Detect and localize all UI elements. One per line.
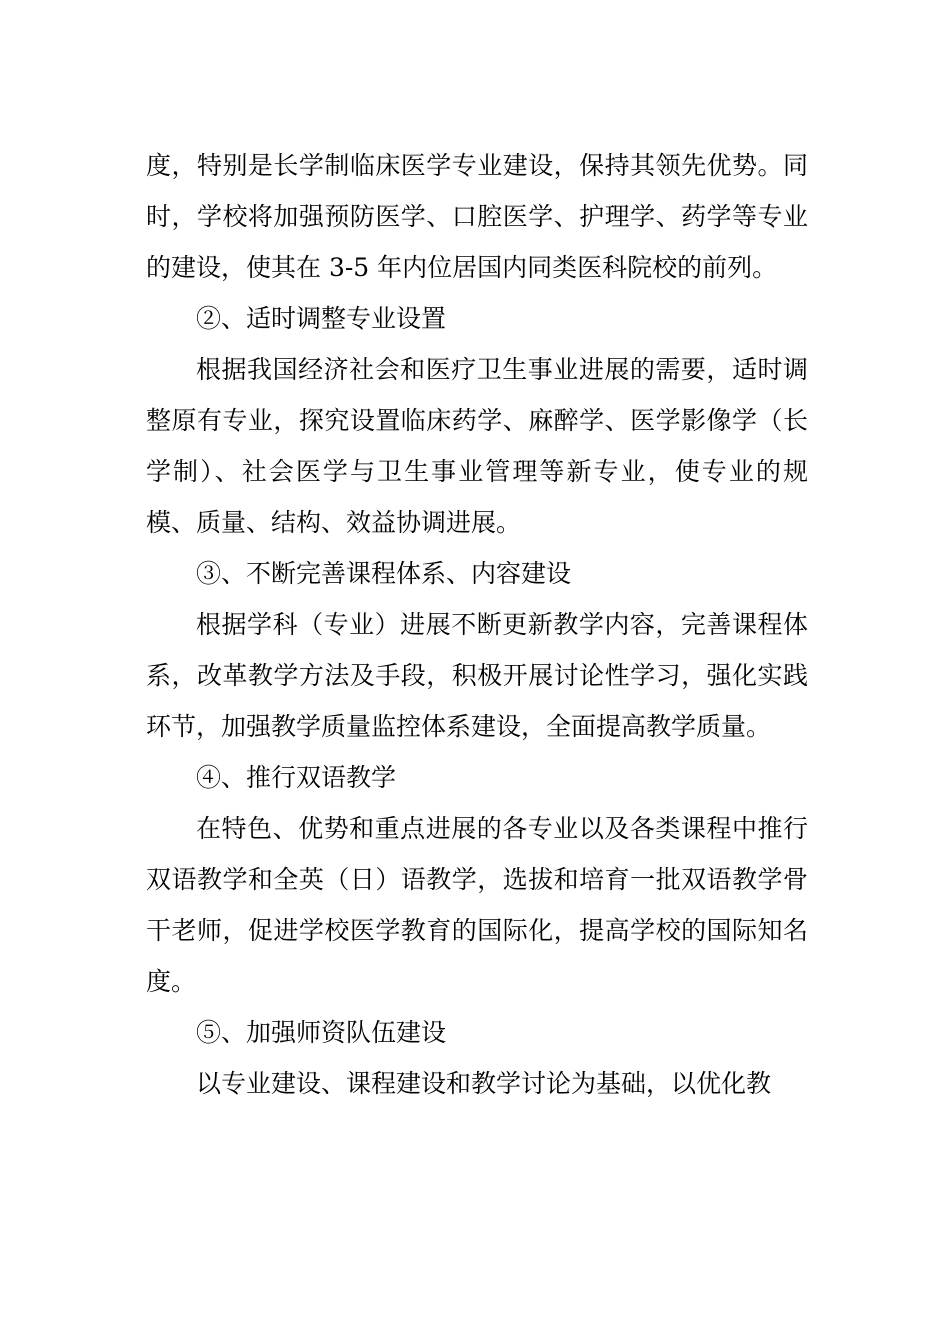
document-page <box>146 140 808 1109</box>
section-heading-3: ③、不断完善课程体系、内容建设 <box>196 559 572 588</box>
section-heading-2: ②、适时调整专业设置 <box>196 304 447 333</box>
paragraph: 在特色、优势和重点进展的各专业以及各类课程中推行双语教学和全英（日）语教学，选拔和培育一批双语教学骨干老师，促进学校医学教育的国际化，提高学校的国际知名度。 <box>146 814 808 996</box>
paragraph: 根据学科（专业）进展不断更新教学内容，完善课程体系，改革教学方法及手段，积极开展讨论性学习，强化实践环节，加强教学质量监控体系建设，全面提高教学质量。 <box>146 610 808 741</box>
paragraph: 以专业建设、课程建设和教学讨论为基础，以优化教 <box>196 1069 772 1098</box>
section-heading-4: ④、推行双语教学 <box>196 763 397 792</box>
paragraph-continuation: 度，特别是长学制临床医学专业建设，保持其领先优势。同时，学校将加强预防医学、口腔医学、护理学、药学等专业的建设，使其在 3-5 年内位居国内同类医科院校的前列。 <box>146 151 808 282</box>
section-heading-5: ⑤、加强师资队伍建设 <box>196 1018 447 1047</box>
paragraph: 根据我国经济社会和医疗卫生事业进展的需要，适时调整原有专业，探究设置临床药学、麻醉学、医学影像学（长学制）、社会医学与卫生事业管理等新专业，使专业的规模、质量、结构、效益协调进展。 <box>146 355 808 537</box>
